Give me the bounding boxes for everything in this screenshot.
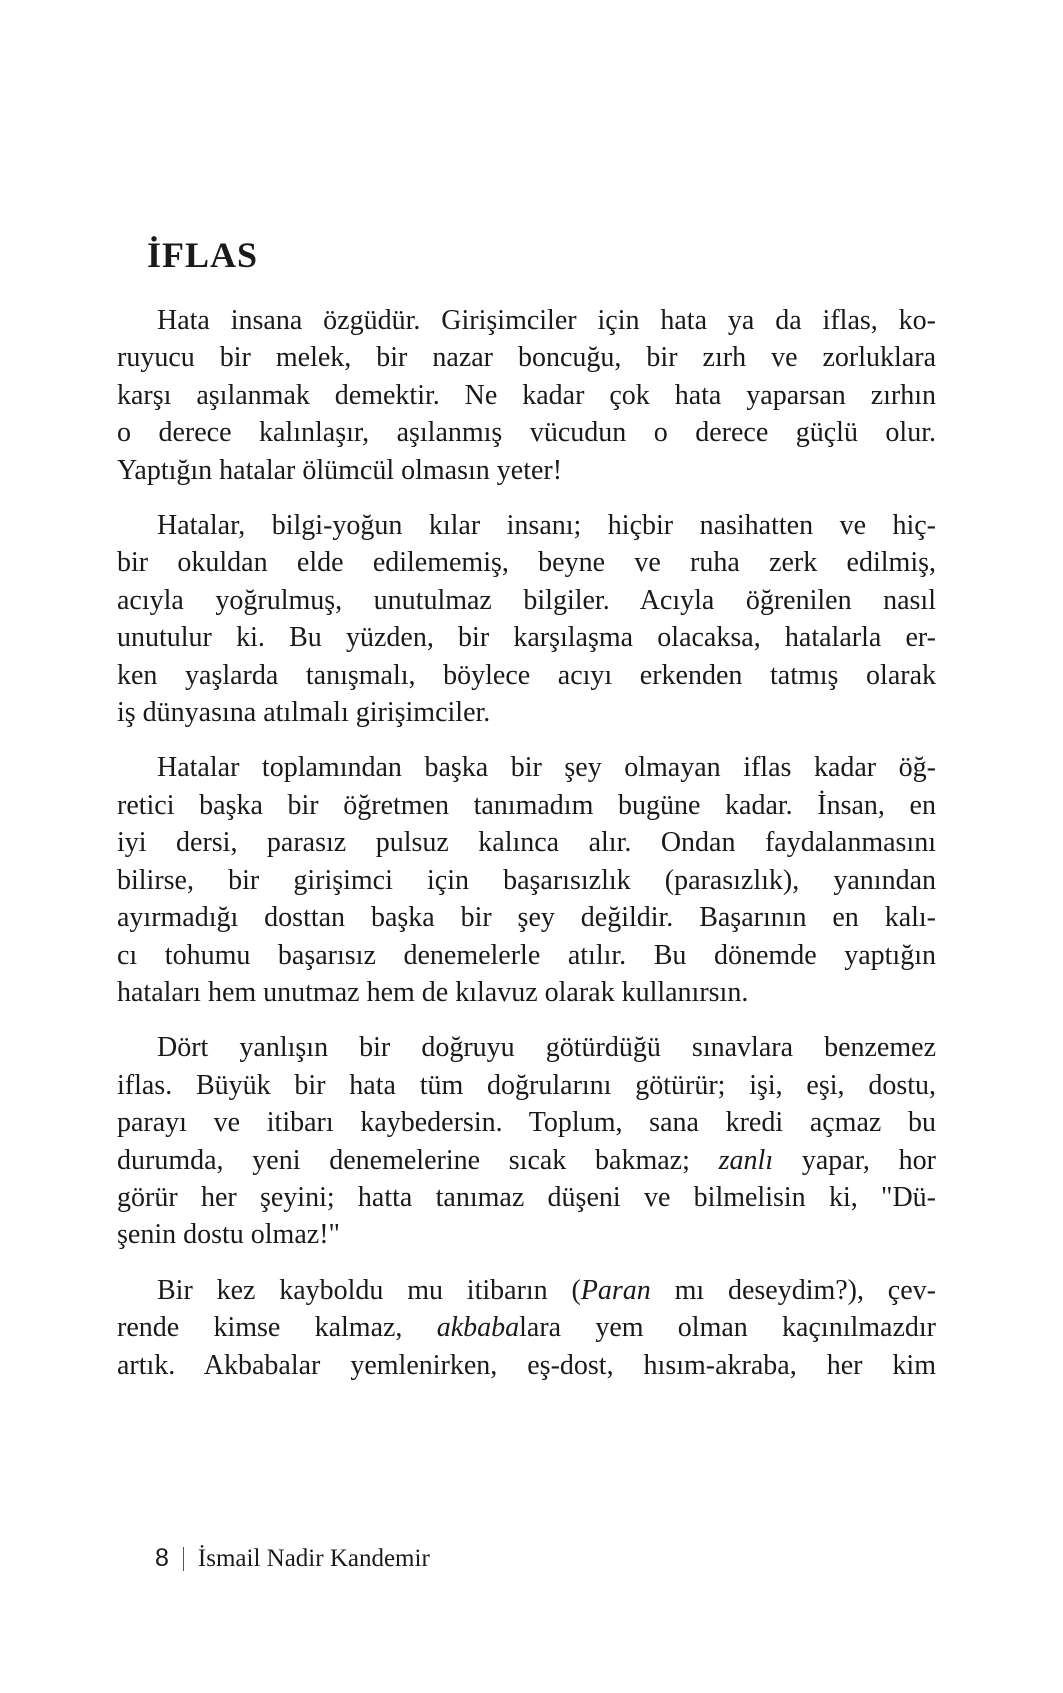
paragraph bbox=[117, 302, 936, 489]
text-line: Hata insana özgüdür. Girişimciler için hata ya da iflas, ko- bbox=[157, 305, 936, 336]
text-line: şenin dostu olmaz!" bbox=[117, 1219, 340, 1251]
text-line: ayırmadığı dosttan başka bir şey değildir. Başarının en kalı- bbox=[117, 902, 936, 934]
text-line: rende kimse kalmaz, akbabalara yem olman kaçınılmazdır bbox=[117, 1312, 936, 1344]
chapter-title: İFLAS bbox=[147, 235, 259, 275]
text-line: ken yaşlarda tanışmalı, böylece acıyı erkenden tatmış olarak bbox=[117, 659, 936, 691]
text-line: parayı ve itibarı kaybedersin. Toplum, sana kredi açmaz bu bbox=[117, 1107, 936, 1139]
text-line: iyi dersi, parasız pulsuz kalınca alır. Ondan faydalanmasını bbox=[117, 827, 936, 859]
text-line: bilirse, bir girişimci için başarısızlık (parasızlık), yanından bbox=[117, 864, 936, 896]
text-line: Hatalar toplamından başka bir şey olmayan iflas kadar öğ- bbox=[157, 752, 936, 784]
page-number: 8 bbox=[155, 1544, 169, 1572]
footer-divider bbox=[183, 1547, 184, 1571]
paragraph bbox=[117, 507, 936, 731]
body-text bbox=[117, 302, 936, 1402]
text-line: Bir kez kayboldu mu itibarın (Paran mı deseydim?), çev- bbox=[157, 1274, 936, 1306]
text-line: ruyucu bir melek, bir nazar boncuğu, bir zırh ve zorluklara bbox=[117, 342, 936, 374]
text-line: durumda, yeni denemelerine sıcak bakmaz; zanlı yapar, hor bbox=[117, 1144, 936, 1176]
author-name: İsmail Nadir Kandemir bbox=[197, 1544, 430, 1572]
paragraph bbox=[117, 749, 936, 1011]
italic-word: zanlı bbox=[718, 1144, 774, 1176]
text-line: iflas. Büyük bir hata tüm doğrularını götürür; işi, eşi, dostu, bbox=[117, 1069, 936, 1101]
text-line: acıyla yoğrulmuş, unutulmaz bilgiler. Acıyla öğrenilen nasıl bbox=[117, 584, 936, 616]
page-footer bbox=[155, 1544, 430, 1573]
paragraph bbox=[117, 1272, 936, 1384]
text-line: Yaptığın hatalar ölümcül olmasın yeter! bbox=[117, 454, 563, 486]
text-line: bir okuldan elde edilememiş, beyne ve ruha zerk edilmiş, bbox=[117, 547, 936, 579]
text-line: cı tohumu başarısız denemelerle atılır. Bu dönemde yaptığın bbox=[117, 939, 936, 971]
text-line: unutulur ki. Bu yüzden, bir karşılaşma olacaksa, hatalarla er- bbox=[117, 622, 936, 654]
paragraph bbox=[117, 1029, 936, 1253]
text-line: retici başka bir öğretmen tanımadım bugüne kadar. İnsan, en bbox=[117, 789, 936, 821]
text-line: hataları hem unutmaz hem de kılavuz olarak kullanırsın. bbox=[117, 976, 749, 1008]
text-line: karşı aşılanmak demektir. Ne kadar çok hata yaparsan zırhın bbox=[117, 379, 936, 411]
text-line: artık. Akbabalar yemlenirken, eş-dost, hısım-akraba, her kim bbox=[117, 1349, 936, 1381]
text-line: Hatalar, bilgi-yoğun kılar insanı; hiçbir nasihatten ve hiç- bbox=[157, 510, 936, 542]
italic-word: Paran bbox=[580, 1274, 651, 1306]
text-line: iş dünyasına atılmalı girişimciler. bbox=[117, 697, 491, 729]
text-line: görür her şeyini; hatta tanımaz düşeni ve bilmelisin ki, "Dü- bbox=[117, 1181, 936, 1213]
text-line: o derece kalınlaşır, aşılanmış vücudun o derece güçlü olur. bbox=[117, 417, 936, 449]
italic-word: akbaba bbox=[436, 1312, 520, 1344]
text-line: Dört yanlışın bir doğruyu götürdüğü sınavlara benzemez bbox=[157, 1032, 936, 1064]
